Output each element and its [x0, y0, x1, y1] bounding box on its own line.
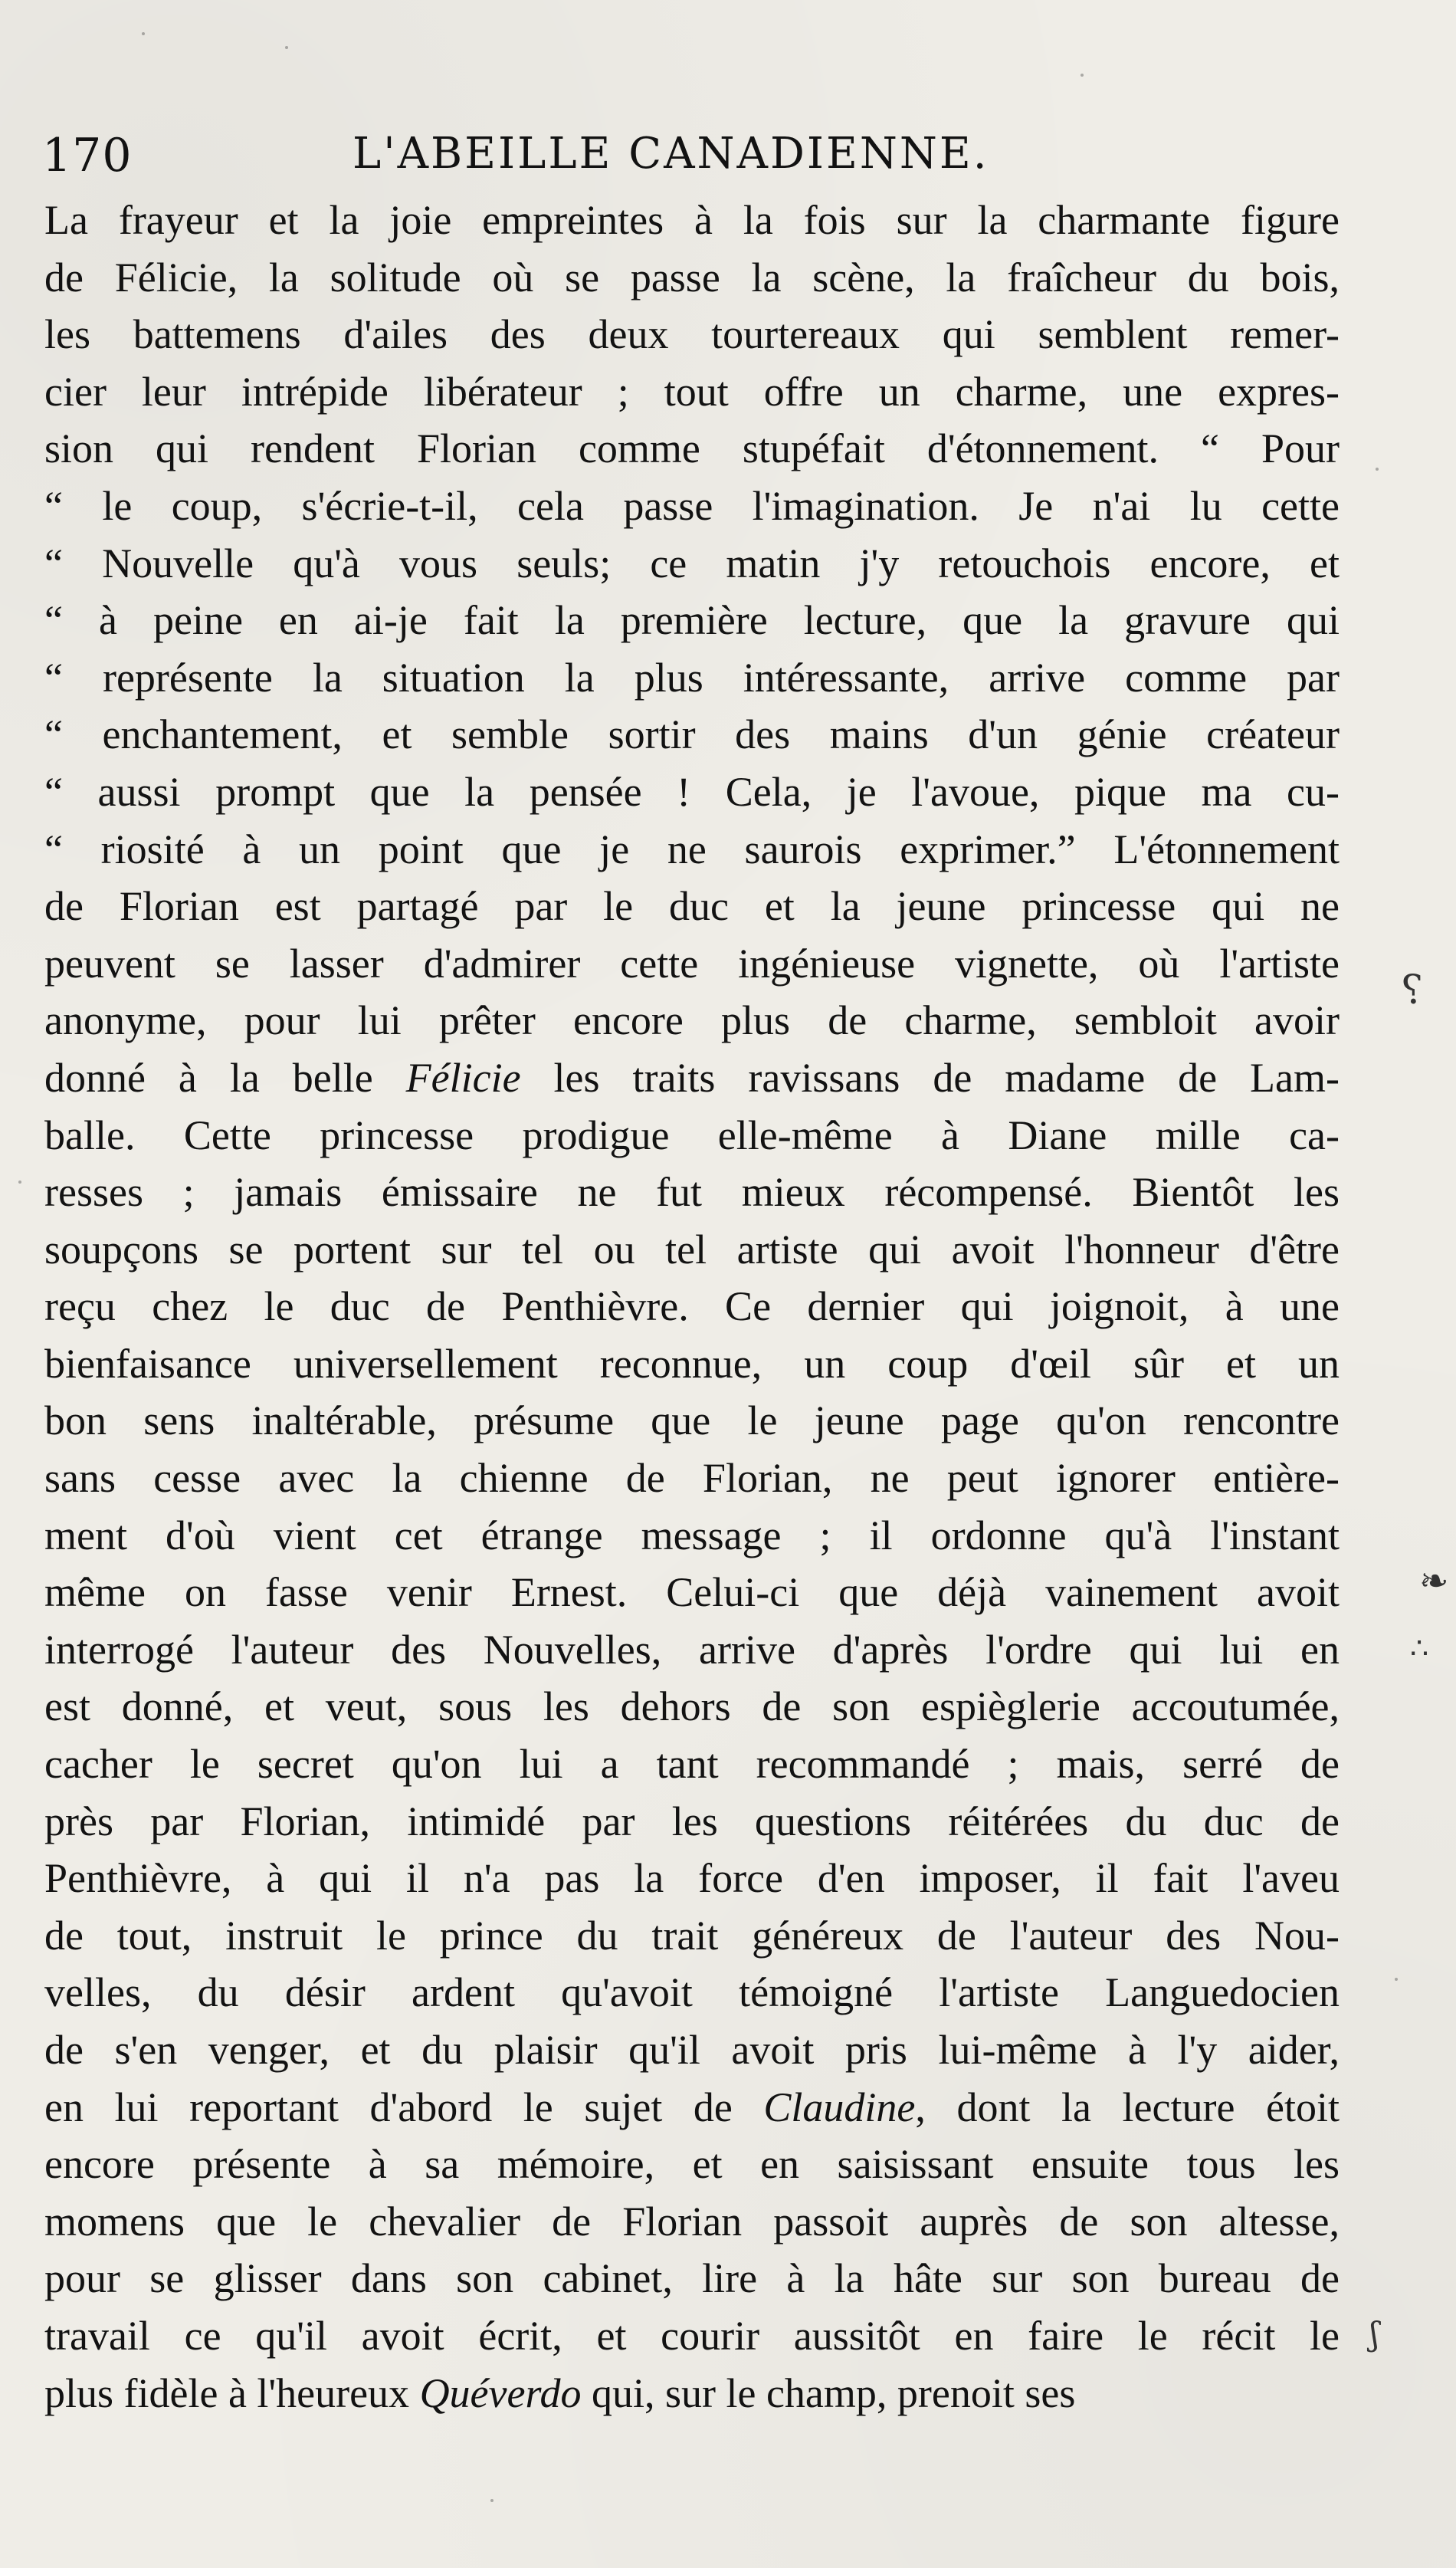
text-line: de Florian est partagé par le duc et la jeune princesse qui ne — [44, 883, 1340, 930]
text-line — [44, 2365, 1340, 2422]
text-line — [44, 1049, 1340, 1107]
paper-speck — [18, 1181, 21, 1184]
text-line: “ enchantement, et semble sortir des mains d'un génie créateur — [44, 711, 1340, 758]
text-line: “ à peine en ai-je fait la première lecture, que la gravure qui — [44, 597, 1340, 644]
text-line: reçu chez le duc de Penthièvre. Ce dernier qui joignoit, à une — [44, 1283, 1340, 1330]
text-line: interrogé l'auteur des Nouvelles, arrive d'après l'ordre qui lui en — [44, 1626, 1340, 1673]
text-line: “ Nouvelle qu'à vous seuls; ce matin j'y retouchois encore, et — [44, 540, 1340, 586]
text-line: les battemens d'ailes des deux tourtereaux qui semblent remer- — [44, 311, 1340, 358]
paper-speck — [1395, 1978, 1398, 1981]
page-number: 170 — [42, 129, 133, 182]
text-line — [44, 2079, 1340, 2136]
text-line: de Félicie, la solitude où se passe la scène, la fraîcheur du bois, — [44, 254, 1340, 300]
text-line: ment d'où vient cet étrange message ; il ordonne qu'à l'instant — [44, 1512, 1340, 1558]
text-line: bon sens inaltérable, présume que le jeune page qu'on rencontre — [44, 1397, 1340, 1444]
text-line: resses ; jamais émissaire ne fut mieux récompensé. Bientôt les — [44, 1169, 1340, 1216]
margin-ink-mark: ∴ — [1410, 1631, 1429, 1665]
text-line: “ riosité à un point que je ne saurois exprimer.” L'étonnement — [44, 826, 1340, 872]
text-line: sion qui rendent Florian comme stupéfait d'étonnement. “ Pour — [44, 425, 1340, 472]
text-line: “ représente la situation la plus intéressante, arrive comme par — [44, 654, 1340, 701]
text-line: “ le coup, s'écrie-t-il, cela passe l'imagination. Je n'ai lu cette — [44, 482, 1340, 529]
text-line: momens que le chevalier de Florian passoit auprès de son altesse, — [44, 2198, 1340, 2245]
text-line: de s'en venger, et du plaisir qu'il avoit pris lui-même à l'y aider, — [44, 2027, 1340, 2073]
text-segment: en lui reportant d'abord le sujet de — [44, 2084, 764, 2130]
text-segment: , dont la lecture étoit — [915, 2084, 1340, 2130]
italic-name-queverdo: Quéverdo — [419, 2369, 582, 2416]
text-line: peuvent se lasser d'admirer cette ingénieuse vignette, où l'artiste — [44, 940, 1340, 987]
italic-title-claudine: Claudine — [763, 2084, 916, 2130]
text-line: même on fasse venir Ernest. Celui-ci que déjà vainement avoit — [44, 1569, 1340, 1616]
text-line: “ aussi prompt que la pensée ! Cela, je l'avoue, pique ma cu- — [44, 768, 1340, 815]
italic-name-felicie: Félicie — [405, 1054, 521, 1101]
margin-ink-mark: ⸮ — [1401, 967, 1422, 1013]
paper-speck — [1376, 468, 1379, 471]
paper-speck — [285, 46, 288, 49]
paper-speck — [490, 2499, 494, 2502]
text-line: anonyme, pour lui prêter encore plus de charme, sembloit avoir — [44, 997, 1340, 1044]
running-title: L'ABEILLE CANADIENNE. — [353, 129, 989, 179]
text-line: velles, du désir ardent qu'avoit témoigné l'artiste Languedocien — [44, 1969, 1340, 2016]
text-line: balle. Cette princesse prodigue elle-même à Diane mille ca- — [44, 1112, 1340, 1158]
text-line: cacher le secret qu'on lui a tant recommandé ; mais, serré de — [44, 1741, 1340, 1788]
text-line: sans cesse avec la chienne de Florian, ne peut ignorer entière- — [44, 1455, 1340, 1502]
text-line: La frayeur et la joie empreintes à la fois sur la charmante figure — [44, 197, 1340, 243]
page-header — [42, 129, 1345, 190]
text-segment: les traits ravissans de madame de Lam- — [520, 1054, 1340, 1101]
text-segment: donné à la belle — [44, 1054, 406, 1101]
text-line: de tout, instruit le prince du trait généreux de l'auteur des Nou- — [44, 1912, 1340, 1959]
text-line: bienfaisance universellement reconnue, un coup d'œil sûr et un — [44, 1340, 1340, 1387]
margin-ink-mark: ❧ — [1419, 1560, 1449, 1601]
paper-speck — [142, 32, 145, 35]
text-segment: qui, sur le champ, prenoit ses — [581, 2369, 1076, 2416]
text-line: soupçons se portent sur tel ou tel artiste qui avoit l'honneur d'être — [44, 1226, 1340, 1273]
text-line: est donné, et veut, sous les dehors de son espièglerie accoutumée, — [44, 1683, 1340, 1730]
text-line: pour se glisser dans son cabinet, lire à la hâte sur son bureau de — [44, 2255, 1340, 2302]
text-line: travail ce qu'il avoit écrit, et courir aussitôt en faire le récit le — [44, 2312, 1340, 2359]
margin-ink-mark: ʃ — [1370, 2315, 1379, 2353]
text-line: cier leur intrépide libérateur ; tout offre un charme, une expres- — [44, 368, 1340, 415]
text-line: encore présente à sa mémoire, et en saisissant ensuite tous les — [44, 2141, 1340, 2188]
text-segment: plus fidèle à l'heureux — [44, 2369, 420, 2416]
paper-speck — [1081, 74, 1084, 77]
body-text — [44, 192, 1340, 2422]
text-line: près par Florian, intimidé par les questions réitérées du duc de — [44, 1798, 1340, 1844]
text-line: Penthièvre, à qui il n'a pas la force d'en imposer, il fait l'aveu — [44, 1855, 1340, 1902]
